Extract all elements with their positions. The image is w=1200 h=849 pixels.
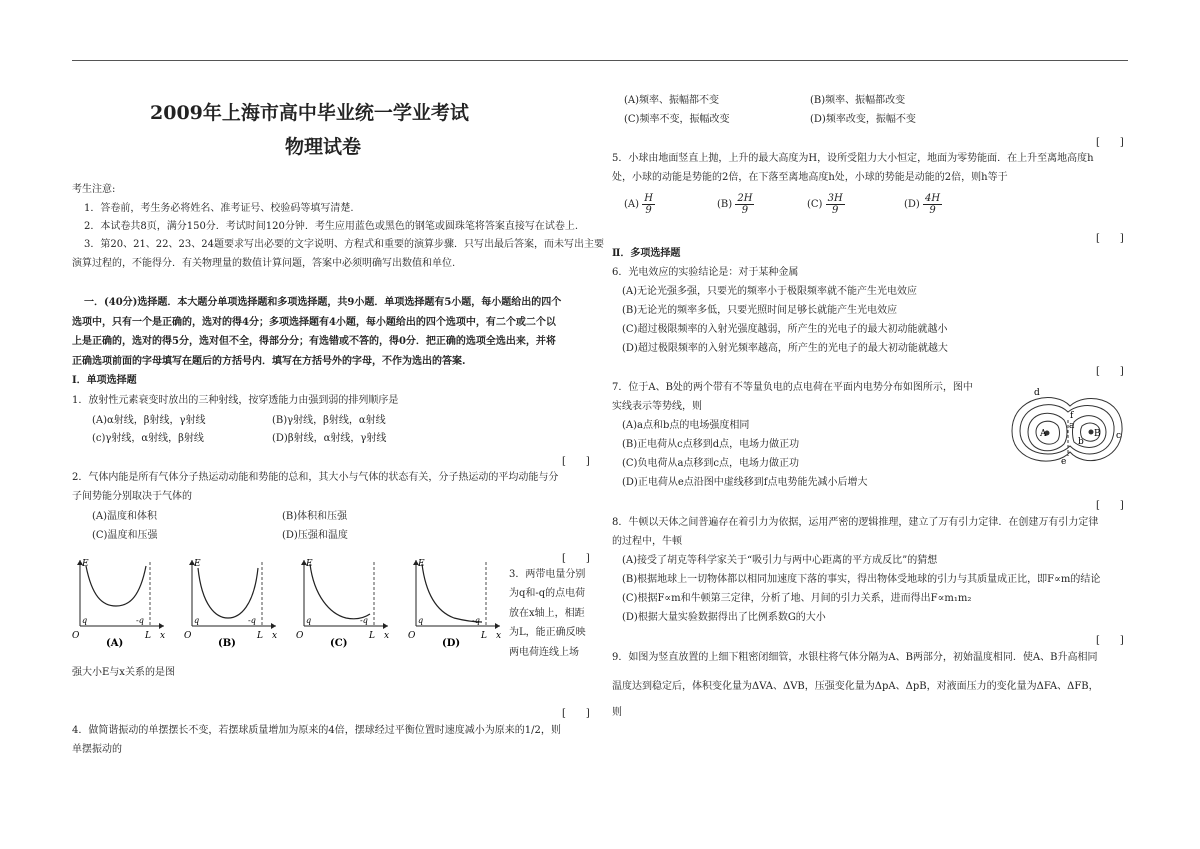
q5-option-d: (D) $\frac{4H}{9}$ bbox=[904, 193, 941, 216]
q3-text: 放在x轴上，相距 bbox=[509, 608, 585, 619]
axis-l-label: L bbox=[145, 631, 151, 641]
multi-choice-heading: Ⅱ．多项选择题 bbox=[612, 248, 681, 259]
graph-label: (A) bbox=[106, 638, 124, 648]
q4-stem: 单摆振动的 bbox=[72, 744, 122, 755]
charge-minus-q-label: -q bbox=[248, 616, 256, 625]
q6-option-a: (A)无论光强多强，只要光的频率小于极限频率就不能产生光电效应 bbox=[622, 286, 918, 297]
q1-answer-bracket: [ ] bbox=[562, 456, 590, 467]
point-b-label: b bbox=[1078, 437, 1084, 447]
graph-label: (C) bbox=[330, 638, 348, 648]
axis-x-label: x bbox=[272, 631, 278, 641]
q8-option-a: (A)接受了胡克等科学家关于“吸引力与两中心距离的平方成反比”的猜想 bbox=[622, 555, 938, 566]
section-intro-line: 正确选项前面的字母填写在题后的方括号内．填写在方括号外的字母，不作为选出的答案. bbox=[72, 356, 466, 367]
q3-text: 为q和-q的点电荷 bbox=[509, 588, 586, 599]
charge-minus-q-label: -q bbox=[472, 616, 480, 625]
q6-option-b: (B)无论光的频率多低，只要光照时间足够长就能产生光电效应 bbox=[622, 305, 898, 316]
notice-item: 3．第20、21、22、23、24题要求写出必要的文字说明、方程式和重要的演算步骤．只写出最后答案，而未写出主要 bbox=[84, 239, 604, 250]
q1-stem: 1．放射性元素衰变时放出的三种射线，按穿透能力由强到弱的排列顺序是 bbox=[72, 395, 399, 406]
q7-answer-bracket: [ ] bbox=[1096, 500, 1124, 511]
q7-option-a: (A)a点和b点的电场强度相同 bbox=[622, 420, 750, 431]
q5-option-c: (C) $\frac{3H}{9}$ bbox=[807, 193, 843, 216]
axis-e-label: E bbox=[418, 559, 425, 569]
point-a-label: a bbox=[1069, 421, 1075, 431]
point-f-label: f bbox=[1070, 411, 1074, 421]
q2-stem: 2．气体内能是所有气体分子热运动动能和势能的总和，其大小与气体的状态有关，分子热运动的平均动能与分 bbox=[72, 472, 559, 483]
axis-l-label: L bbox=[369, 631, 375, 641]
axis-e-label: E bbox=[194, 559, 201, 569]
header-rule bbox=[72, 60, 1128, 61]
q9-stem: 9．如图为竖直放置的上细下粗密闭细管，水银柱将气体分隔为A、B两部分，初始温度相同．使A、B升高相同 bbox=[612, 652, 1098, 663]
q2-answer-bracket: [ ] bbox=[562, 553, 590, 564]
q6-option-d: (D)超过极限频率的入射光频率越高，所产生的光电子的最大初动能就越大 bbox=[622, 343, 948, 354]
q4-option-c: (C)频率不变，振幅改变 bbox=[624, 114, 730, 125]
axis-l-label: L bbox=[257, 631, 263, 641]
q3-text: 3．两带电量分别 bbox=[509, 569, 586, 580]
charge-minus-q-label: -q bbox=[136, 616, 144, 625]
q5-stem: 处，小球的动能是势能的2倍，在下落至离地高度h处，小球的势能是动能的2倍，则h等于 bbox=[612, 172, 1008, 183]
q1-option-a: (A)α射线，β射线，γ射线 bbox=[92, 415, 206, 426]
q7-option-b: (B)正电荷从c点移到d点，电场力做正功 bbox=[622, 439, 800, 450]
graph-label: (D) bbox=[442, 638, 461, 648]
q6-option-c: (C)超过极限频率的入射光强度越弱，所产生的光电子的最大初动能就越小 bbox=[622, 324, 948, 335]
q6-stem: 6．光电效应的实验结论是：对于某种金属 bbox=[612, 267, 799, 278]
q5-answer-bracket: [ ] bbox=[1096, 233, 1124, 244]
q9-stem: 则 bbox=[612, 707, 622, 718]
section-intro-line: 一．(40分)选择题．本大题分单项选择题和多项选择题，共9小题．单项选择题有5小题，每小题给出的四个 bbox=[84, 297, 562, 308]
charge-q-label: q bbox=[194, 616, 200, 625]
x-axis-arrow-icon bbox=[271, 623, 276, 629]
charge-q-label: q bbox=[418, 616, 424, 625]
q3-text: 为L，能正确反映 bbox=[509, 627, 586, 638]
e-curve bbox=[422, 564, 482, 622]
q7-equipotential-figure bbox=[1006, 386, 1126, 470]
q3-tail: 强大小E与x关系的是图 bbox=[72, 667, 175, 678]
q2-stem: 子间势能分别取决于气体的 bbox=[72, 491, 192, 502]
e-curve bbox=[198, 568, 258, 618]
q8-stem: 的过程中，牛顿 bbox=[612, 536, 682, 547]
single-choice-heading: Ⅰ．单项选择题 bbox=[72, 375, 137, 386]
q4-option-d: (D)频率改变，振幅不变 bbox=[810, 114, 916, 125]
e-curve bbox=[86, 566, 146, 606]
axis-o-label: O bbox=[184, 631, 192, 641]
q4-answer-bracket: [ ] bbox=[1096, 137, 1124, 148]
q2-option-a: (A)温度和体积 bbox=[92, 511, 158, 522]
axis-e-label: E bbox=[306, 559, 313, 569]
q7-option-d: (D)正电荷从e点沿图中虚线移到f点电势能先减小后增大 bbox=[622, 477, 868, 488]
axis-o-label: O bbox=[408, 631, 416, 641]
q1-option-b: (B)γ射线，β射线，α射线 bbox=[272, 415, 386, 426]
section-intro-line: 上是正确的，选对的得5分，选对但不全，得部分分；有选错或不答的，得0分．把正确的选项全选出来，并将 bbox=[72, 336, 556, 347]
point-e-label: e bbox=[1061, 457, 1067, 467]
point-A-label: A bbox=[1040, 429, 1047, 439]
q9-stem: 温度达到稳定后，体积变化量为ΔVA、ΔVB，压强变化量为ΔpA、ΔpB，对液面压力的变化量为ΔFA、ΔFB， bbox=[612, 681, 1099, 692]
charge-q-label: q bbox=[82, 616, 88, 625]
q1-option-d: (D)β射线，α射线，γ射线 bbox=[272, 433, 387, 444]
x-axis-arrow-icon bbox=[383, 623, 388, 629]
q4-stem: 4．做简谐振动的单摆摆长不变，若摆球质量增加为原来的4倍，摆球经过平衡位置时速度减小为原来的1/2，则 bbox=[72, 725, 561, 736]
q5-option-a: (A) $\frac{H}{9}$ bbox=[624, 193, 653, 216]
q5-option-b: (B) $\frac{2H}{9}$ bbox=[717, 193, 753, 216]
q1-option-c: (c)γ射线，α射线，β射线 bbox=[92, 433, 204, 444]
x-axis-arrow-icon bbox=[495, 623, 500, 629]
q2-option-d: (D)压强和温度 bbox=[282, 530, 348, 541]
notice-heading: 考生注意: bbox=[72, 184, 116, 195]
notice-item: 2．本试卷共8页，满分150分．考试时间120分钟．考生应用蓝色或黑色的钢笔或圆珠笔将答案直接写在试卷上. bbox=[84, 221, 579, 232]
page-subtitle: 物理试卷 bbox=[285, 136, 362, 158]
q7-stem: 7．位于A、B处的两个带有不等量负电的点电荷在平面内电势分布如图所示，图中 bbox=[612, 382, 973, 393]
q4-option-b: (B)频率、振幅都改变 bbox=[810, 95, 906, 106]
notice-item: 演算过程的，不能得分．有关物理量的数值计算问题，答案中必须明确写出数值和单位. bbox=[72, 258, 456, 269]
point-d-label: d bbox=[1034, 388, 1040, 398]
q8-answer-bracket: [ ] bbox=[1096, 635, 1124, 646]
axis-x-label: x bbox=[496, 631, 502, 641]
q6-answer-bracket: [ ] bbox=[1096, 366, 1124, 377]
notice-item: 1．答卷前，考生务必将姓名、准考证号、校验码等填写清楚. bbox=[84, 203, 354, 214]
q8-option-b: (B)根据地球上一切物体都以相同加速度下落的事实，得出物体受地球的引力与其质量成正比，即F∝m的结论 bbox=[622, 574, 1101, 585]
axis-e-label: E bbox=[82, 559, 89, 569]
q8-stem: 8．牛顿以天体之间普遍存在着引力为依据，运用严密的逻辑推理，建立了万有引力定律．在创建万有引力定律 bbox=[612, 517, 1099, 528]
q2-option-c: (C)温度和压强 bbox=[92, 530, 158, 541]
axis-l-label: L bbox=[481, 631, 487, 641]
q3-answer-bracket: [ ] bbox=[562, 708, 590, 719]
axis-x-label: x bbox=[384, 631, 390, 641]
charge-minus-q-label: -q bbox=[360, 616, 368, 625]
q7-option-c: (C)负电荷从a点移到c点，电场力做正功 bbox=[622, 458, 800, 469]
q5-stem: 5．小球由地面竖直上抛，上升的最大高度为H，设所受阻力大小恒定，地面为零势能面．在上升至离地高度h bbox=[612, 153, 1094, 164]
axis-x-label: x bbox=[160, 631, 166, 641]
q3-text: 两电荷连线上场 bbox=[509, 647, 579, 658]
page-title: 2009年上海市高中毕业统一学业考试 bbox=[150, 102, 469, 124]
q7-stem: 实线表示等势线，则 bbox=[612, 401, 702, 412]
graph-label: (B) bbox=[218, 638, 236, 648]
axis-o-label: O bbox=[296, 631, 304, 641]
point-c-label: c bbox=[1116, 431, 1122, 441]
q4-option-a: (A)频率、振幅都不变 bbox=[624, 95, 720, 106]
point-B-label: B bbox=[1094, 429, 1101, 439]
q8-option-d: (D)根据大量实验数据得出了比例系数G的大小 bbox=[622, 612, 826, 623]
x-axis-arrow-icon bbox=[159, 623, 164, 629]
q3-graphs bbox=[72, 556, 504, 648]
q8-option-c: (C)根据F∝m和牛顿第三定律，分析了地、月间的引力关系，进而得出F∝m₁m₂ bbox=[622, 593, 972, 604]
q2-option-b: (B)体积和压强 bbox=[282, 511, 348, 522]
e-curve bbox=[310, 564, 370, 619]
charge-q-label: q bbox=[306, 616, 312, 625]
section-intro-line: 选项中，只有一个是正确的，选对的得4分；多项选择题有4小题，每小题给出的四个选项中，有二个或二个以 bbox=[72, 317, 556, 328]
axis-o-label: O bbox=[72, 631, 80, 641]
